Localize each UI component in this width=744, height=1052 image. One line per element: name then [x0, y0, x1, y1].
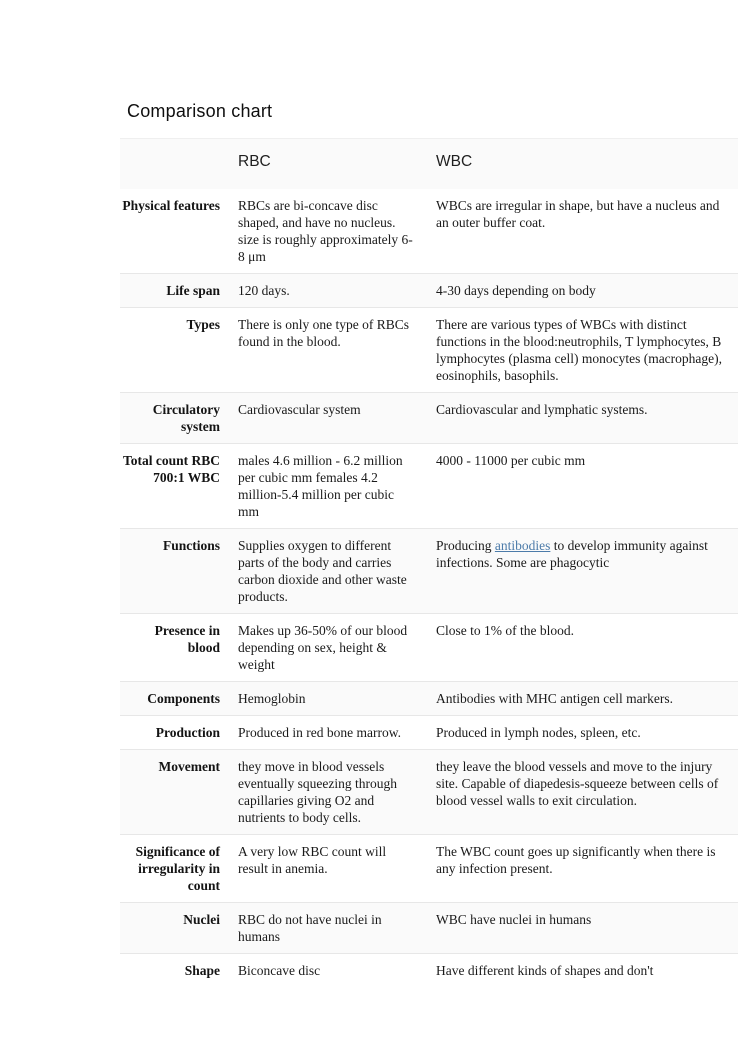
header-empty-cell — [120, 139, 230, 189]
row-label: Shape — [184, 963, 220, 978]
column-header-wbc: WBC — [436, 153, 473, 170]
cell-rbc: Hemoglobin — [238, 691, 306, 706]
row-label: Significance of irregularity in count — [135, 844, 220, 893]
cell-wbc: they leave the blood vessels and move to the injury site. Capable of diapedesis-squeeze between cells of blood vessel walls to exit circulation. — [436, 759, 719, 808]
cell-rbc: Biconcave disc — [238, 963, 321, 978]
row-label: Production — [155, 725, 220, 740]
table-row — [120, 529, 738, 614]
table-row — [120, 308, 738, 393]
table-row — [120, 716, 738, 750]
cell-wbc: Close to 1% of the blood. — [436, 623, 574, 638]
row-label: Physical features — [122, 198, 220, 213]
row-label: Types — [186, 317, 220, 332]
column-header-rbc: RBC — [238, 153, 271, 170]
table-row — [120, 903, 738, 954]
cell-rbc: 120 days. — [238, 283, 290, 298]
table-row — [120, 614, 738, 682]
table-row — [120, 274, 738, 308]
row-label: Nuclei — [183, 912, 220, 927]
cell-wbc: Cardiovascular and lymphatic systems. — [436, 402, 648, 417]
table-row — [120, 444, 738, 529]
cell-wbc: The WBC count goes up significantly when there is any infection present. — [436, 844, 716, 876]
cell-rbc: A very low RBC count will result in anemia. — [238, 844, 387, 876]
antibodies-link[interactable]: antibodies — [494, 538, 551, 553]
cell-wbc: Have different kinds of shapes and don't — [436, 963, 654, 978]
cell-rbc: they move in blood vessels eventually squeezing through capillaries giving O2 and nutrients to body cells. — [238, 759, 397, 825]
table-row — [120, 835, 738, 903]
cell-rbc: RBC do not have nuclei in humans — [238, 912, 382, 944]
row-label: Functions — [162, 538, 220, 553]
page-title: Comparison chart — [127, 101, 273, 121]
table-row — [120, 393, 738, 444]
table-header-row — [120, 139, 738, 189]
cell-wbc: There are various types of WBCs with distinct functions in the blood:neutrophils, T lymphocytes, B lymphocytes (plasma cell) monocytes (macrophage), eosinophils, basophils. — [436, 317, 723, 383]
row-label: Movement — [158, 759, 220, 774]
cell-wbc: 4000 - 11000 per cubic mm — [436, 453, 586, 468]
row-label: Life span — [166, 283, 220, 298]
table-row — [120, 750, 738, 835]
cell-rbc: Cardiovascular system — [238, 402, 361, 417]
cell-wbc: 4-30 days depending on body — [436, 283, 596, 298]
cell-rbc: Supplies oxygen to different parts of the body and carries carbon dioxide and other waste products. — [238, 538, 407, 604]
table-row — [120, 954, 738, 987]
row-label: Circulatory system — [152, 402, 220, 434]
cell-wbc: Antibodies with MHC antigen cell markers. — [436, 691, 673, 706]
row-label: Total count RBC 700:1 WBC — [122, 453, 220, 485]
row-label: Components — [147, 691, 220, 706]
cell-rbc: males 4.6 million - 6.2 million per cubic mm females 4.2 million-5.4 million per cubic mm — [238, 453, 403, 519]
cell-rbc: There is only one type of RBCs found in the blood. — [238, 317, 409, 349]
table-row — [120, 189, 738, 274]
comparison-table — [120, 138, 738, 987]
cell-wbc: WBCs are irregular in shape, but have a nucleus and an outer buffer coat. — [436, 198, 720, 230]
cell-wbc: Produced in lymph nodes, spleen, etc. — [436, 725, 641, 740]
cell-rbc: Produced in red bone marrow. — [238, 725, 401, 740]
cell-rbc: RBCs are bi-concave disc shaped, and have no nucleus. size is roughly approximately 6-8 μm — [238, 198, 413, 264]
table-row — [120, 682, 738, 716]
cell-wbc: Producing antibodies to develop immunity against infections. Some are phagocytic — [436, 538, 708, 570]
row-label: Presence in blood — [154, 623, 220, 655]
cell-rbc: Makes up 36-50% of our blood depending on sex, height & weight — [238, 623, 408, 672]
cell-wbc: WBC have nuclei in humans — [436, 912, 592, 927]
